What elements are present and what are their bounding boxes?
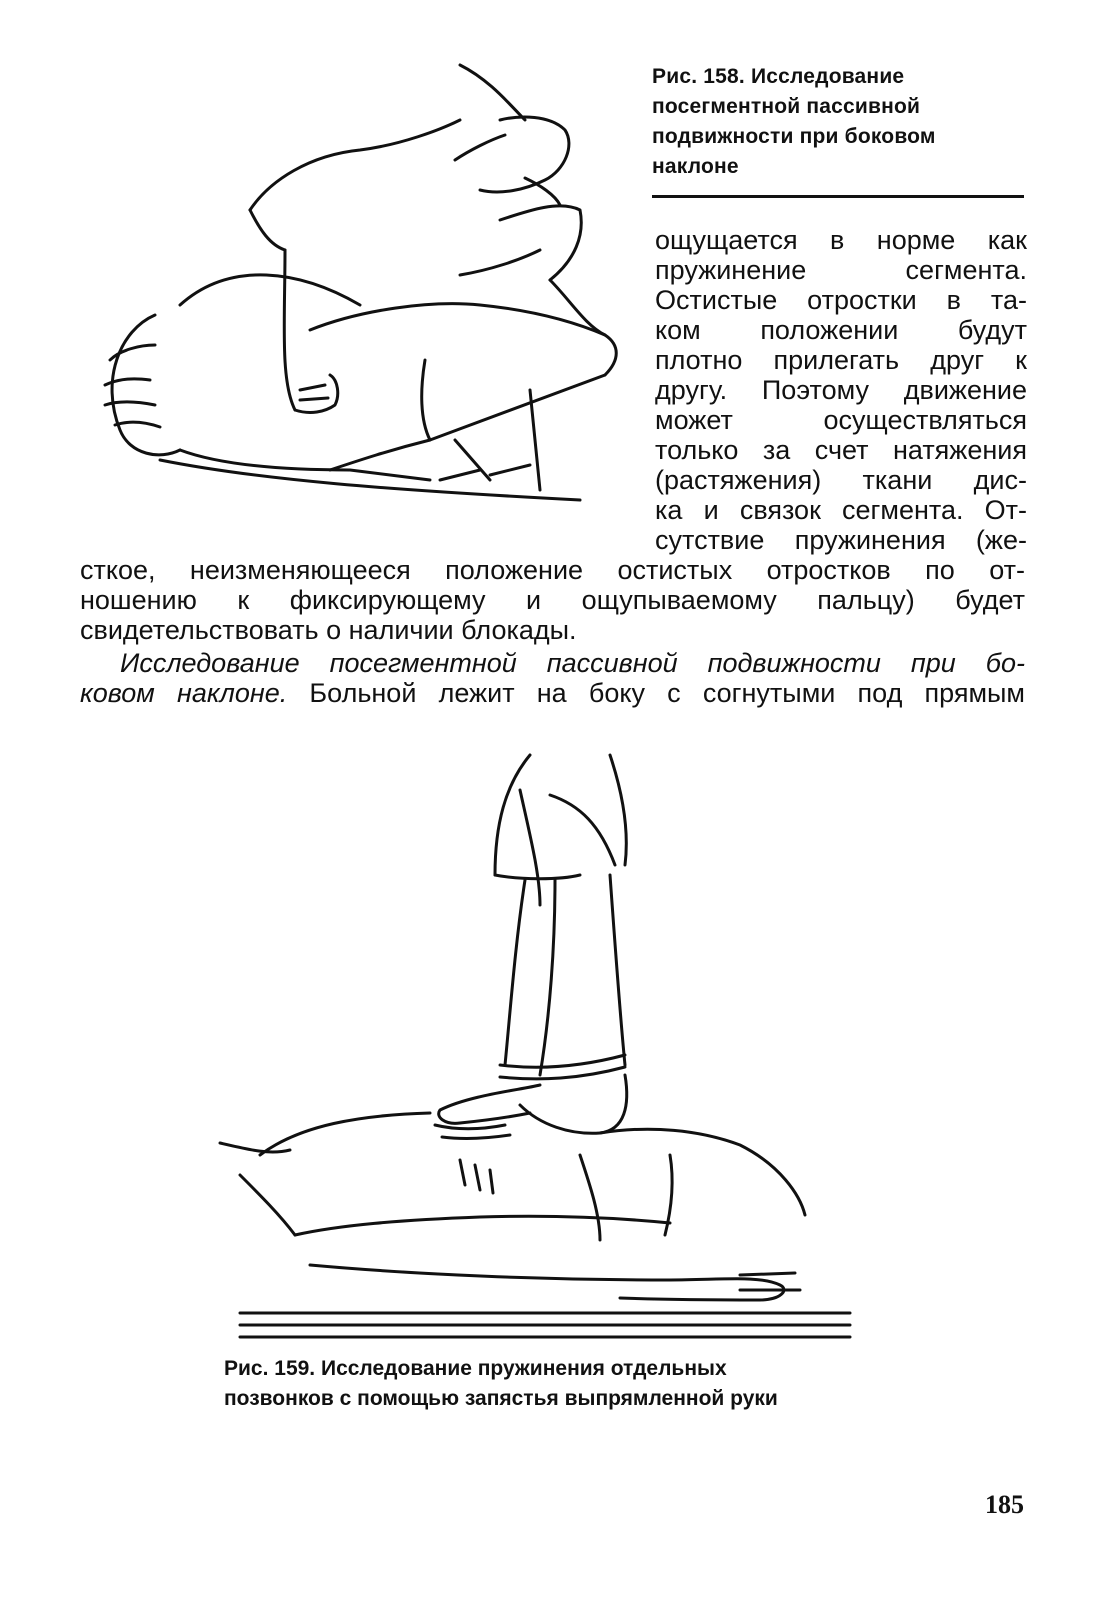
column-line: ка и связок сегмента. От- bbox=[655, 495, 1027, 525]
column-line: пружинение сегмента. bbox=[655, 255, 1027, 285]
figure-159-caption bbox=[224, 1354, 964, 1414]
figure-159-caption-line: позвонков с помощью запястья выпрямленной руки bbox=[224, 1387, 778, 1410]
figure-158-caption-line: Рис. 158. Исследование bbox=[652, 65, 905, 88]
body-line: сткое, неизменяющееся положение остистых отростков по от- bbox=[80, 555, 1025, 585]
column-text bbox=[655, 225, 1027, 555]
body-line: ношению к фиксирующему и ощупываемому пальцу) будет bbox=[80, 585, 1025, 615]
column-line: Остистые отростки в та- bbox=[655, 285, 1027, 315]
paragraph-2 bbox=[80, 648, 1025, 708]
figure-158-caption bbox=[652, 62, 1024, 182]
paragraph-2-rest: Больной лежит на боку с согнутыми под прямым bbox=[287, 678, 1025, 708]
column-line: плотно прилегать друг к bbox=[655, 345, 1027, 375]
page-number: 185 bbox=[985, 1490, 1024, 1519]
figure-159-illustration bbox=[220, 745, 880, 1345]
figure-158-illustration bbox=[60, 60, 680, 580]
column-line: ком положении будут bbox=[655, 315, 1027, 345]
body-text bbox=[80, 555, 1025, 645]
column-line: другу. Поэтому движение bbox=[655, 375, 1027, 405]
figure-158-caption-line: наклоне bbox=[652, 155, 739, 178]
figure-158-caption-line: подвижности при боковом bbox=[652, 125, 936, 148]
column-line: только за счет натяжения bbox=[655, 435, 1027, 465]
column-line: сутствие пружинения (же- bbox=[655, 525, 1027, 555]
caption-rule bbox=[652, 195, 1024, 198]
figure-159-caption-line: Рис. 159. Исследование пружинения отдельных bbox=[224, 1357, 727, 1380]
column-line: может осуществляться bbox=[655, 405, 1027, 435]
paragraph-2-line-1: Исследование посегментной пассивной подвижности при бо- bbox=[120, 648, 1025, 678]
column-line: ощущается в норме как bbox=[655, 225, 1027, 255]
paragraph-2-line-2 bbox=[80, 678, 1025, 708]
figure-158-caption-line: посегментной пассивной bbox=[652, 95, 921, 118]
body-line: свидетельствовать о наличии блокады. bbox=[80, 615, 577, 645]
column-line: (растяжения) ткани дис- bbox=[655, 465, 1027, 495]
paragraph-2-italic-part: ковом наклоне. bbox=[80, 678, 288, 708]
